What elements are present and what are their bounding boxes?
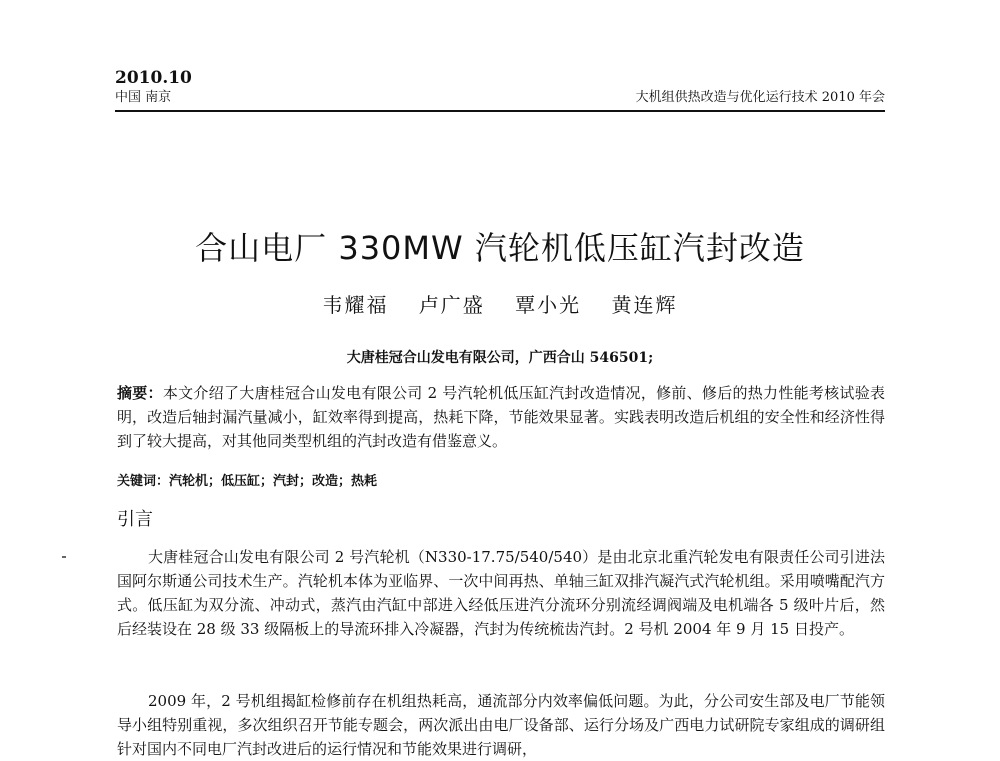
margin-mark xyxy=(62,556,66,558)
abstract xyxy=(117,381,885,453)
author-list xyxy=(0,292,1000,318)
body-paragraph: 大唐桂冠合山发电有限公司 2 号汽轮机（N330-17.75/540/540）是由北京北重汽轮发电有限责任公司引进法国阿尔斯通公司技术生产。汽轮机本体为亚临界、一次中间再热、单轴三缸双排汽凝汽式汽轮机组。采用喷嘴配汽方式。低压缸为双分流、冲动式，蒸汽由汽缸中部进入经低压进汽分流环分别流经调阀端及电机端各 5 级叶片后，然后经装设在 28 级 33 级隔板上的导流环排入冷凝器，汽封为传统梳齿汽封。2 号机 2004 年 9 月 15 日投产。 xyxy=(117,548,885,638)
running-header xyxy=(115,68,885,118)
paper-title: 合山电厂 330MW 汽轮机低压缸汽封改造 xyxy=(195,229,805,267)
author-name: 卢广盛 xyxy=(418,293,485,317)
header-rule xyxy=(115,110,885,112)
author-name: 黄连辉 xyxy=(611,293,678,317)
header-year: 2010.10 xyxy=(115,68,192,88)
keywords xyxy=(117,473,885,491)
header-place: 中国 南京 xyxy=(115,90,172,105)
keywords-label: 关键词： xyxy=(117,474,170,489)
author-name: 韦耀福 xyxy=(322,293,389,317)
header-conference: 大机组供热改造与优化运行技术 2010 年会 xyxy=(635,90,885,105)
abstract-text: 本文介绍了大唐桂冠合山发电有限公司 2 号汽轮机低压缸汽封改造情况，修前、修后的热力性能考核试验表明，改造后轴封漏汽量减小，缸效率得到提高，热耗下降，节能效果显著。实践表明改造后机组的安全性和经济性得到了较大提高，对其他同类型机组的汽封改造有借鉴意义。 xyxy=(117,384,885,450)
body-paragraph: 2009 年，2 号机组揭缸检修前存在机组热耗高，通流部分内效率偏低问题。为此，分公司安生部及电厂节能领导小组特别重视，多次组织召开节能专题会，两次派出由电厂设备部、运行分场及广西电力试研院专家组成的调研组针对国内不同电厂汽封改进后的运行情况和节能效果进行调研， xyxy=(117,692,885,758)
affiliation: 大唐桂冠合山发电有限公司，广西合山 546501; xyxy=(346,350,654,366)
author-name: 覃小光 xyxy=(515,293,582,317)
abstract-label: 摘要： xyxy=(117,384,163,402)
section-heading: 引言 xyxy=(117,509,153,530)
keywords-text: 汽轮机；低压缸；汽封；改造；热耗 xyxy=(169,474,378,489)
